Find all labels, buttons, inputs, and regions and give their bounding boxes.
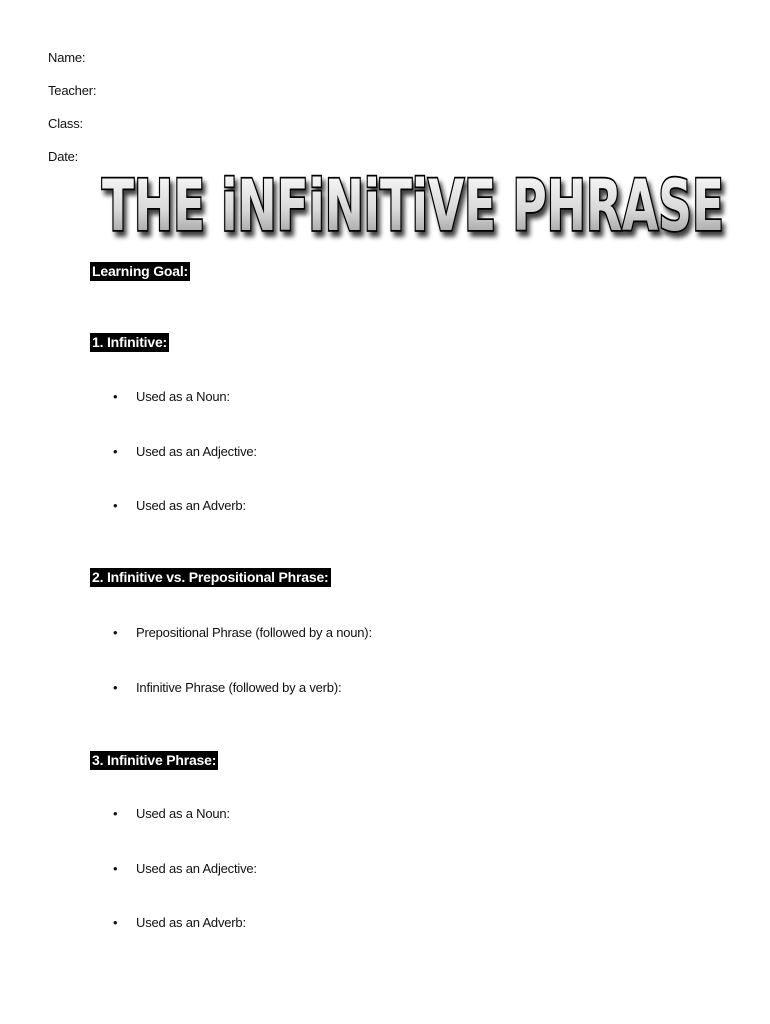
section-3-item-3: • Used as an Adverb: [113, 915, 246, 930]
section-3-item-2: • Used as an Adjective: [113, 861, 257, 876]
name-label: Name: [48, 50, 86, 65]
bullet-icon: • [113, 806, 118, 821]
section-2-heading: 2. Infinitive vs. Prepositional Phrase: [92, 569, 329, 585]
bullet-icon: • [113, 915, 118, 930]
title-banner [96, 152, 736, 247]
date-label: Date: [48, 149, 79, 164]
section-2-item-2: • Infinitive Phrase (followed by a verb): [113, 680, 342, 695]
bullet-icon: • [113, 444, 118, 459]
section-3-item-1: • Used as a Noun: [113, 806, 230, 821]
section-1-item-1: • Used as a Noun: [113, 389, 230, 404]
bullet-icon: • [113, 498, 118, 513]
bullet-icon: • [113, 625, 118, 640]
section-1-item-2: • Used as an Adjective: [113, 444, 257, 459]
section-3-heading: 3. Infinitive Phrase: [92, 752, 217, 768]
class-label: Class: [48, 116, 83, 131]
section-2-item-1: • Prepositional Phrase (followed by a noun): [113, 625, 372, 640]
page-title: THE iNFiNiTiVE PHRASE [102, 165, 724, 247]
learning-goal-heading: Learning Goal: [92, 263, 188, 279]
teacher-label: Teacher: [48, 83, 97, 98]
bullet-icon: • [113, 389, 118, 404]
section-1-item-3: • Used as an Adverb: [113, 498, 246, 513]
section-1-heading: 1. Infinitive: [92, 334, 167, 350]
bullet-icon: • [113, 680, 118, 695]
bullet-icon: • [113, 861, 118, 876]
